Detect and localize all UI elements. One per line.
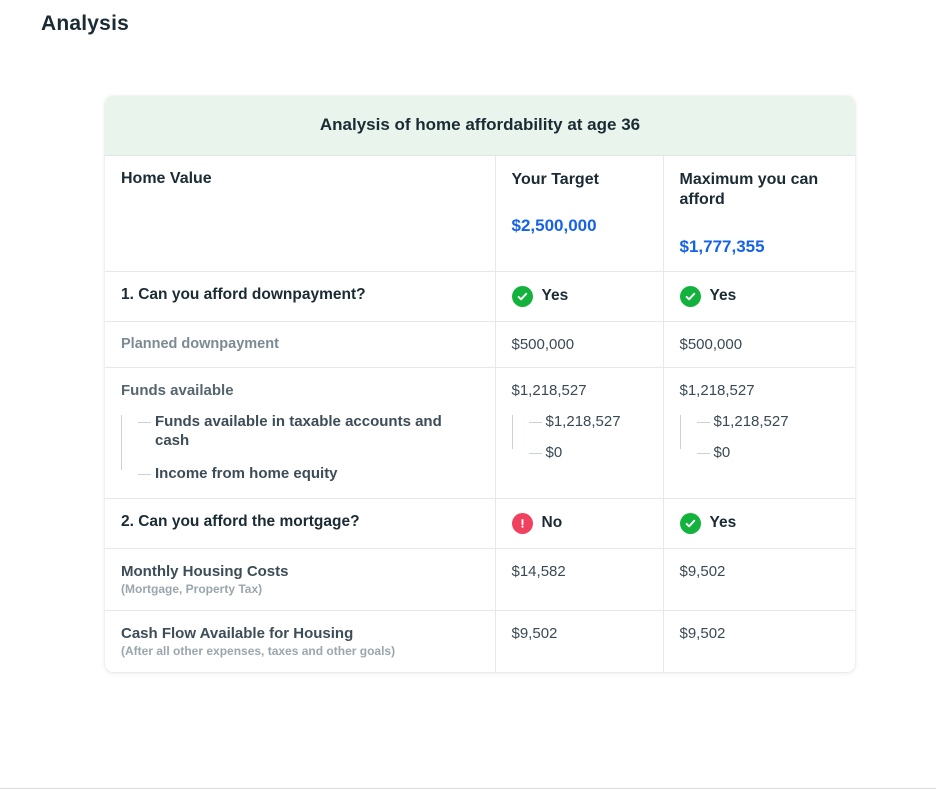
funds-available-maximum-cell bbox=[663, 367, 855, 498]
monthly-housing-costs-note: (Mortgage, Property Tax) bbox=[121, 581, 263, 596]
monthly-housing-costs-target-cell bbox=[495, 548, 663, 610]
planned-downpayment-maximum-cell bbox=[663, 321, 855, 367]
question-2-maximum-text: Yes bbox=[709, 514, 737, 532]
table-row bbox=[105, 498, 855, 548]
question-2-target-text: No bbox=[541, 514, 563, 532]
table-row bbox=[105, 548, 855, 610]
question-2-maximum-answer bbox=[680, 513, 840, 534]
funds-available-target-breakdown bbox=[512, 413, 647, 461]
maximum-afford-header-cell bbox=[663, 156, 855, 272]
table-row bbox=[105, 367, 855, 498]
check-circle-icon bbox=[680, 513, 701, 534]
your-target-label: Your Target bbox=[511, 171, 599, 188]
funds-available-maximum-child-value: $0 bbox=[698, 444, 840, 461]
monthly-housing-costs-target-value: $14,582 bbox=[511, 562, 566, 580]
cash-flow-label: Cash Flow Available for Housing bbox=[121, 624, 354, 642]
question-1-maximum-answer bbox=[680, 286, 840, 307]
funds-available-target-child-value: $0 bbox=[530, 444, 647, 461]
your-target-value: $2,500,000 bbox=[511, 216, 597, 236]
question-1-maximum-text: Yes bbox=[709, 287, 737, 305]
funds-available-child-label: Income from home equity bbox=[139, 465, 479, 484]
cash-flow-cell bbox=[105, 610, 495, 672]
check-circle-icon bbox=[512, 286, 533, 307]
funds-available-maximum-child-value: $1,218,527 bbox=[698, 413, 840, 430]
analysis-card bbox=[105, 96, 855, 672]
page-bottom-divider bbox=[0, 788, 936, 789]
question-1-target-text: Yes bbox=[541, 287, 569, 305]
funds-available-maximum-value: $1,218,527 bbox=[679, 381, 755, 399]
question-1-target-cell bbox=[495, 271, 663, 321]
cash-flow-target-value: $9,502 bbox=[511, 624, 558, 642]
page-title: Analysis bbox=[41, 12, 129, 35]
question-2-maximum-cell bbox=[663, 498, 855, 548]
your-target-header-cell bbox=[495, 156, 663, 272]
funds-available-label: Funds available bbox=[121, 381, 234, 399]
funds-available-child-label: Funds available in taxable accounts and cash bbox=[139, 413, 479, 451]
question-2-cell bbox=[105, 498, 495, 548]
table-header-row bbox=[105, 156, 855, 272]
question-1-maximum-cell bbox=[663, 271, 855, 321]
planned-downpayment-label: Planned downpayment bbox=[121, 335, 279, 352]
home-value-label: Home Value bbox=[121, 170, 212, 187]
funds-available-target-value: $1,218,527 bbox=[511, 381, 587, 399]
cash-flow-maximum-cell bbox=[663, 610, 855, 672]
question-1-label: 1. Can you afford downpayment? bbox=[121, 285, 366, 303]
home-value-header-cell bbox=[105, 156, 495, 272]
question-2-target-cell bbox=[495, 498, 663, 548]
maximum-afford-value: $1,777,355 bbox=[679, 236, 765, 256]
planned-downpayment-maximum-value: $500,000 bbox=[679, 335, 743, 353]
planned-downpayment-target-value: $500,000 bbox=[511, 335, 575, 353]
monthly-housing-costs-maximum-value: $9,502 bbox=[679, 562, 726, 580]
monthly-housing-costs-maximum-cell bbox=[663, 548, 855, 610]
funds-available-breakdown bbox=[121, 413, 479, 484]
cash-flow-maximum-value: $9,502 bbox=[679, 624, 726, 642]
monthly-housing-costs-label: Monthly Housing Costs bbox=[121, 562, 289, 580]
question-1-cell bbox=[105, 271, 495, 321]
alert-circle-icon bbox=[512, 513, 533, 534]
funds-available-target-cell bbox=[495, 367, 663, 498]
check-circle-icon bbox=[680, 286, 701, 307]
funds-available-maximum-breakdown bbox=[680, 413, 840, 461]
planned-downpayment-cell bbox=[105, 321, 495, 367]
table-row bbox=[105, 610, 855, 672]
funds-available-target-child-value: $1,218,527 bbox=[530, 413, 647, 430]
maximum-afford-label: Maximum you can afford bbox=[679, 171, 819, 209]
table-row bbox=[105, 321, 855, 367]
monthly-housing-costs-cell bbox=[105, 548, 495, 610]
table-row bbox=[105, 271, 855, 321]
cash-flow-note: (After all other expenses, taxes and other goals) bbox=[121, 643, 396, 658]
question-2-target-answer bbox=[512, 513, 647, 534]
card-header-title: Analysis of home affordability at age 36 bbox=[105, 96, 855, 155]
analysis-table bbox=[105, 155, 855, 672]
cash-flow-target-cell bbox=[495, 610, 663, 672]
funds-available-cell bbox=[105, 367, 495, 498]
planned-downpayment-target-cell bbox=[495, 321, 663, 367]
question-2-label: 2. Can you afford the mortgage? bbox=[121, 512, 360, 530]
question-1-target-answer bbox=[512, 286, 647, 307]
